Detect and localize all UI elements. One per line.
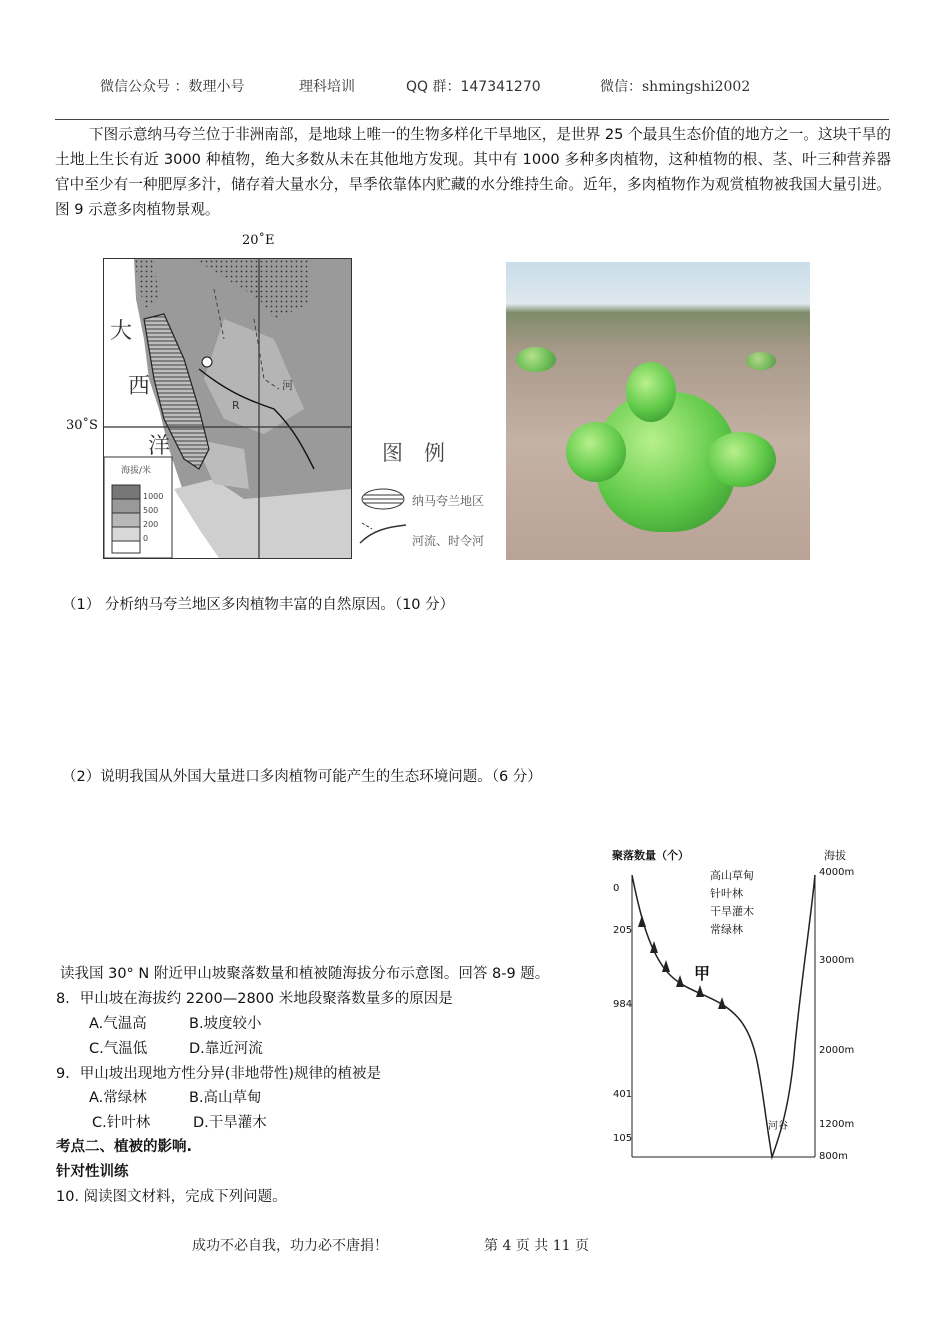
settlement-axis-title: 聚落数量（个） [612,849,689,862]
q8-option-b: B.坡度较小 [189,1016,262,1032]
legend-symbols [358,485,408,545]
slope-label: 甲 [694,964,711,983]
ocean-label-3: 洋 [148,434,171,459]
question-10: 10. 阅读图文材料，完成下列问题。 [56,1189,287,1205]
elev-200: 200 [143,520,159,529]
ocean-label-1: 大 [110,319,133,344]
left-tick: 401 [613,1089,633,1100]
right-tick: 1200m [819,1119,855,1130]
legend-evergreen: 常绿林 [710,923,743,936]
header-wechat-public: 微信公众号 ：数理小号 [100,79,245,95]
longitude-label: 20˚E [242,233,275,248]
legend-coniferous: 针叶林 [710,887,743,900]
map-graphic [104,259,351,558]
ocean-label-2: 西 [128,374,151,399]
namaqualand-map [103,258,352,559]
header-qq-group: QQ 群：147341270 [406,79,541,95]
legend-arid-shrub: 干旱灌木 [710,905,754,918]
legend-alpine-meadow: 高山草甸 [710,869,754,882]
page-number: 第 4 页 共 11 页 [484,1238,589,1254]
legend-namaqualand: 纳马夸兰地区 [412,494,485,508]
elevation-title: 海拔/米 [121,466,152,476]
left-tick: 984 [613,999,633,1010]
right-tick: 800m [819,1151,848,1162]
q9-option-a: A.常绿林 [89,1090,147,1106]
legend-title: 图 例 [382,441,445,465]
question-2: （2）说明我国从外国大量进口多肉植物可能产生的生态环境问题。（6 分） [62,769,542,785]
question-9: 9．甲山坡出现地方性分异(非地带性)规律的植被是 [56,1066,382,1082]
training-heading: 针对性训练 [56,1164,129,1180]
q9-option-d: D.干旱灌木 [193,1115,267,1131]
valley-label: 河谷 [768,1121,788,1132]
succulent-photo [506,262,810,560]
r-label: R [232,399,240,412]
left-tick: 205 [613,925,633,936]
q8-option-c: C.气温低 [89,1041,148,1057]
question-8: 8．甲山坡在海拔约 2200—2800 米地段聚落数量多的原因是 [56,991,453,1007]
river-label: 河 [282,379,293,392]
left-tick: 105 [613,1133,633,1144]
q8-option-d: D.靠近河流 [189,1041,263,1057]
right-tick: 2000m [819,1045,855,1056]
legend-river: 河流、时令河 [412,534,485,548]
header-wechat: 微信：shmingshi2002 [600,79,751,95]
header-training: 理科培训 [299,79,355,95]
altitude-diagram [610,845,855,1165]
intro-paragraph: 下图示意纳马夸兰位于非洲南部，是地球上唯一的生物多样化干旱地区，是世界 25 个最具生态价值的地方之一。这块干旱的土地上生长有近 3000 种植物，绝大多数从未在其他地方发现。其中有 1000 多种多肉植物，这种植物的根、茎、叶三种营养器官中至少有一种肥厚多汁，储存着大量水分，旱季依靠体内贮藏的水分维持生命。近年，多肉植物作为观赏植物被我国大量引进。图 9 示意多肉植物景观。 [55,126,891,218]
left-tick: 0 [613,883,620,894]
footer-motto: 成功不必自我，功力必不唐捐！ [192,1238,388,1254]
elev-1000: 1000 [143,492,164,501]
river-legend-icon [360,525,406,543]
q9-option-b: B.高山草甸 [189,1090,262,1106]
q8-option-a: A.气温高 [89,1016,147,1032]
q9-option-c: C.针叶林 [92,1115,151,1131]
elev-500: 500 [143,506,159,515]
right-tick: 3000m [819,955,855,966]
elev-0: 0 [143,534,149,543]
header-divider [55,119,889,120]
altitude-axis-title: 海拔 [824,849,846,862]
right-tick: 4000m [819,867,855,878]
section-heading: 考点二、植被的影响. [56,1139,193,1155]
question-1: （1） 分析纳马夸兰地区多肉植物丰富的自然原因。（10 分） [62,597,455,613]
latitude-label: 30˚S [66,418,98,433]
intro-8-9: 读我国 30° N 附近甲山坡聚落数量和植被随海拔分布示意图。回答 8-9 题。 [60,966,550,982]
